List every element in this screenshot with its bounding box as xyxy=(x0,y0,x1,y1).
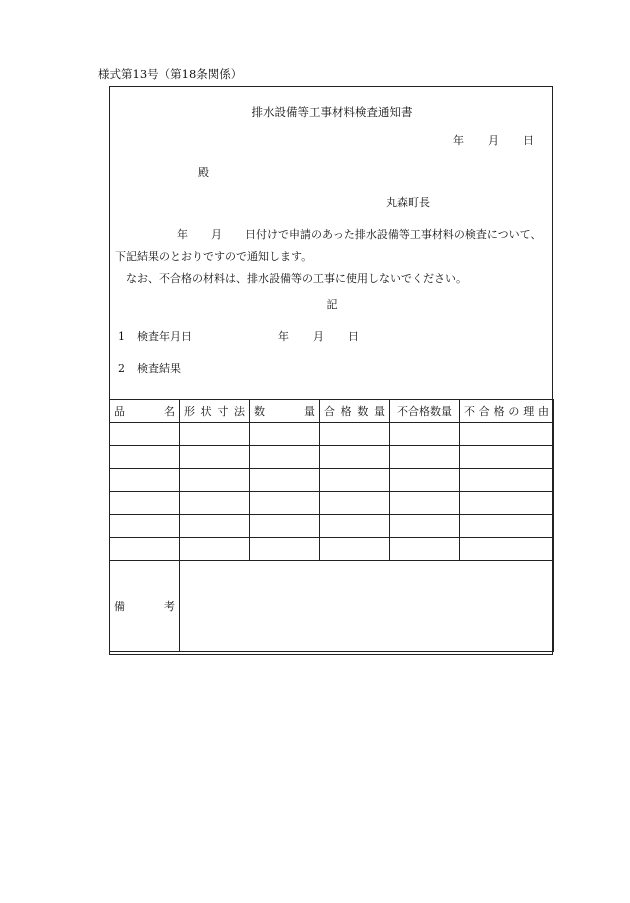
issue-date xyxy=(453,132,534,148)
remarks-label-char: 考 xyxy=(164,600,175,613)
remarks-field[interactable] xyxy=(180,561,554,652)
header-char: 数 xyxy=(254,405,265,418)
table-row xyxy=(110,538,554,561)
form-number: 様式第13号（第18条関係） xyxy=(98,67,243,81)
header-char: 品 xyxy=(114,405,125,418)
header-char: 形 xyxy=(184,405,195,418)
remarks-row xyxy=(110,561,554,652)
table-row xyxy=(110,492,554,515)
body-year: 年 xyxy=(177,228,188,241)
notice-paragraph-1 xyxy=(115,224,551,268)
table-row xyxy=(110,446,554,469)
form-frame xyxy=(109,86,553,655)
table-cell[interactable] xyxy=(250,538,320,561)
issue-date-day: 日 xyxy=(523,134,534,147)
item-1-number: 1 xyxy=(118,330,125,343)
table-cell[interactable] xyxy=(320,469,390,492)
table-cell[interactable] xyxy=(460,446,554,469)
header-char: 数 xyxy=(357,405,369,418)
document-title: 排水設備等工事材料検査通知書 xyxy=(251,105,413,119)
table-cell[interactable] xyxy=(110,492,180,515)
inspection-date xyxy=(278,328,359,344)
item-1 xyxy=(118,328,192,344)
inspection-results-table xyxy=(109,399,554,652)
table-cell[interactable] xyxy=(180,538,250,561)
item-2-number: 2 xyxy=(118,362,125,375)
remarks-label-cell xyxy=(110,561,180,652)
header-char: 量 xyxy=(373,405,385,418)
header-char: 寸 xyxy=(217,405,229,418)
table-cell[interactable] xyxy=(180,423,250,446)
table-cell[interactable] xyxy=(110,515,180,538)
header-char: 格 xyxy=(493,405,505,418)
header-char: 状 xyxy=(200,405,212,418)
inspection-date-month: 月 xyxy=(313,330,324,343)
inspection-date-day: 日 xyxy=(348,330,359,343)
header-cell-item-name xyxy=(110,400,180,423)
header-char: 理 xyxy=(523,405,535,418)
notice-paragraph-2 xyxy=(115,268,551,290)
table-cell[interactable] xyxy=(320,492,390,515)
table-cell[interactable] xyxy=(180,446,250,469)
table-cell[interactable] xyxy=(110,423,180,446)
table-cell[interactable] xyxy=(390,423,460,446)
header-char: の xyxy=(508,405,520,418)
header-cell-failed-quantity xyxy=(390,400,460,423)
table-cell[interactable] xyxy=(180,515,250,538)
body-text: 日付けで申請のあった排水設備等工事材料の検査について、下記結果のとおりですので通知します。 xyxy=(115,228,542,263)
table-cell[interactable] xyxy=(460,423,554,446)
table-cell[interactable] xyxy=(320,515,390,538)
header-char: 不 xyxy=(464,405,475,418)
table-cell[interactable] xyxy=(390,515,460,538)
table-cell[interactable] xyxy=(390,492,460,515)
table-cell[interactable] xyxy=(460,469,554,492)
table-cell[interactable] xyxy=(460,515,554,538)
addressee-suffix: 殿 xyxy=(198,166,209,179)
table-cell[interactable] xyxy=(110,469,180,492)
body-month: 月 xyxy=(211,228,222,241)
item-2 xyxy=(118,360,181,376)
header-char: 合 xyxy=(478,405,490,418)
table-cell[interactable] xyxy=(460,492,554,515)
table-row xyxy=(110,423,554,446)
header-char: 不合格数量 xyxy=(397,405,452,418)
table-cell[interactable] xyxy=(320,423,390,446)
item-2-label: 検査結果 xyxy=(137,362,181,375)
issue-date-month: 月 xyxy=(488,134,499,147)
table-cell[interactable] xyxy=(390,446,460,469)
notice-body xyxy=(115,224,551,290)
table-row xyxy=(110,469,554,492)
header-cell-passed-quantity xyxy=(320,400,390,423)
table-cell[interactable] xyxy=(110,538,180,561)
header-char: 量 xyxy=(304,405,315,418)
ki-heading: 記 xyxy=(326,298,338,311)
header-cell-failure-reason xyxy=(460,400,554,423)
header-cell-quantity xyxy=(250,400,320,423)
table-cell[interactable] xyxy=(390,538,460,561)
notice-paragraph-2-text: なお、不合格の材料は、排水設備等の工事に使用しないでください。 xyxy=(126,272,467,285)
table-cell[interactable] xyxy=(250,492,320,515)
table-cell[interactable] xyxy=(320,446,390,469)
header-char: 格 xyxy=(340,405,352,418)
table-cell[interactable] xyxy=(250,469,320,492)
item-1-label: 検査年月日 xyxy=(137,330,192,343)
header-char: 由 xyxy=(537,405,549,418)
table-cell[interactable] xyxy=(460,538,554,561)
table-cell[interactable] xyxy=(250,423,320,446)
header-char: 合 xyxy=(324,405,335,418)
header-cell-shape-size xyxy=(180,400,250,423)
issue-date-year: 年 xyxy=(453,134,464,147)
sender-name: 丸森町長 xyxy=(386,196,430,209)
inspection-date-year: 年 xyxy=(278,330,289,343)
table-row xyxy=(110,515,554,538)
header-char: 名 xyxy=(164,405,175,418)
table-cell[interactable] xyxy=(250,515,320,538)
table-cell[interactable] xyxy=(390,469,460,492)
header-char: 法 xyxy=(233,405,245,418)
remarks-label-char: 備 xyxy=(114,600,125,613)
table-cell[interactable] xyxy=(110,446,180,469)
table-cell[interactable] xyxy=(320,538,390,561)
table-cell[interactable] xyxy=(250,446,320,469)
table-cell[interactable] xyxy=(180,492,250,515)
table-header-row xyxy=(110,400,554,423)
table-cell[interactable] xyxy=(180,469,250,492)
